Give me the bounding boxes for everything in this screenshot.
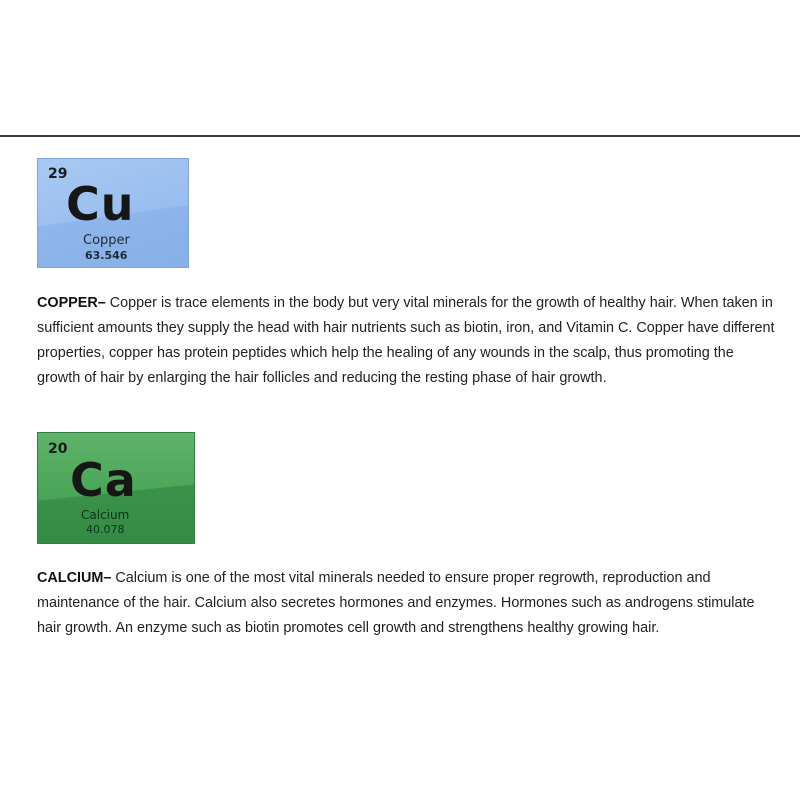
calcium-element-tile bbox=[37, 432, 195, 544]
calcium-paragraph bbox=[37, 566, 777, 641]
horizontal-divider bbox=[0, 135, 800, 137]
atomic-number: 29 bbox=[48, 166, 68, 182]
atomic-mass: 40.078 bbox=[86, 523, 125, 536]
copper-heading: COPPER– bbox=[37, 295, 106, 311]
copper-element-tile bbox=[37, 158, 189, 268]
atomic-mass: 63.546 bbox=[85, 249, 128, 262]
element-name: Copper bbox=[83, 233, 130, 248]
element-symbol: Ca bbox=[70, 453, 137, 507]
atomic-number: 20 bbox=[48, 441, 68, 457]
calcium-heading: CALCIUM– bbox=[37, 570, 112, 586]
element-name: Calcium bbox=[81, 508, 130, 522]
copper-paragraph bbox=[37, 291, 777, 391]
copper-body-text: Copper is trace elements in the body but very vital minerals for the growth of healthy hair. When taken in sufficient amounts they supply the head with hair nutrients such as biotin, iron, and Vitamin C. Copper have different properties, copper has protein peptides which help the healing of any wounds in the scalp, thus promoting the growth of hair by enlarging the hair follicles and reducing the resting phase of hair growth. bbox=[37, 295, 775, 386]
element-symbol: Cu bbox=[66, 177, 135, 231]
calcium-body-text: Calcium is one of the most vital minerals needed to ensure proper regrowth, reproduction and maintenance of the hair. Calcium also secretes hormones and enzymes. Hormones such as androgens stimulate hair growth. An enzyme such as biotin promotes cell growth and strengthens healthy growing hair. bbox=[37, 570, 755, 636]
